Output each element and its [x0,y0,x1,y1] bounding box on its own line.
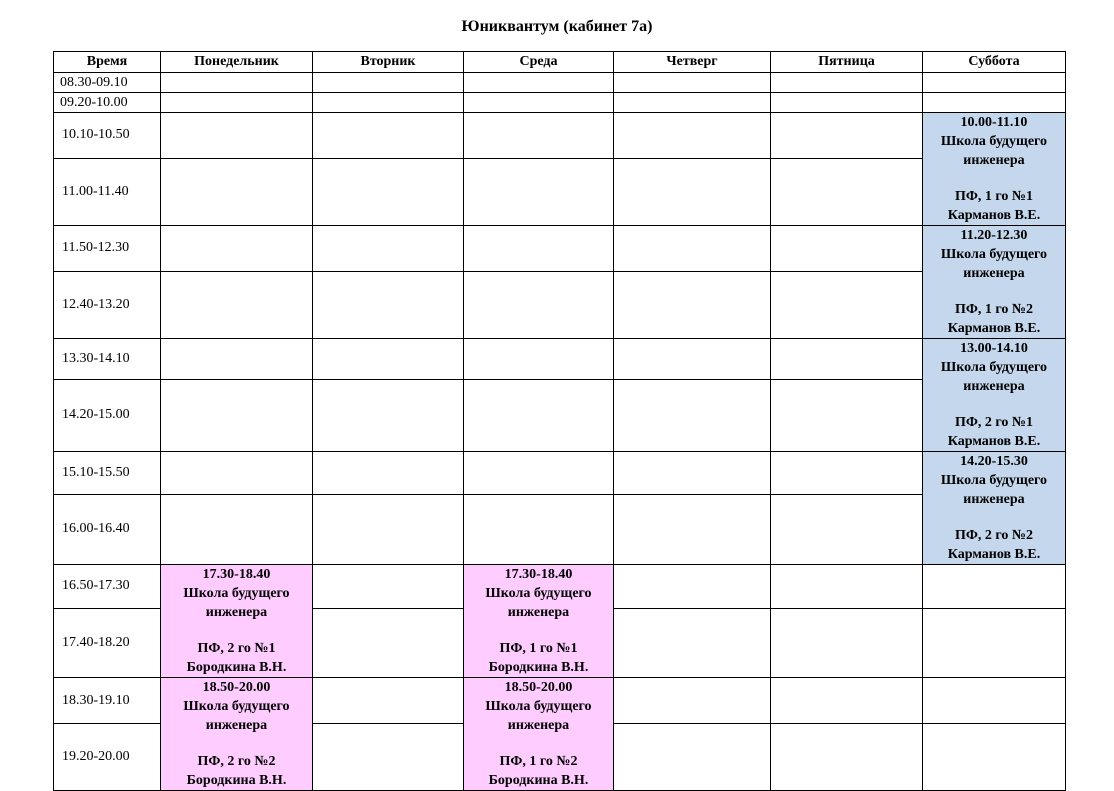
empty-cell [771,608,923,677]
header-thursday: Четверг [614,52,771,73]
table-row [54,452,1066,495]
lesson-group: ПФ, 1 го №2 [955,302,1033,317]
lesson-saturday-1 [923,113,1066,226]
header-row [54,52,1066,73]
time-cell: 11.00-11.40 [54,158,161,225]
lesson-time: 10.00-11.10 [960,115,1028,130]
table-row [54,73,1066,93]
lesson-teacher: Карманов В.Е. [947,321,1041,336]
lesson-teacher: Карманов В.Е. [947,208,1041,223]
lesson-time: 11.20-12.30 [960,228,1028,243]
table-row [54,339,1066,380]
empty-cell [923,724,1066,791]
lesson-subject: Школа будущего [940,473,1048,488]
header-saturday: Суббота [923,52,1066,73]
lesson-saturday-4 [923,452,1066,565]
table-row [54,565,1066,609]
lesson-subject: инженера [205,605,268,620]
empty-cell [464,226,614,272]
empty-cell [923,608,1066,677]
empty-cell [771,678,923,724]
empty-cell [614,339,771,380]
lesson-subject: инженера [205,718,268,733]
empty-cell [771,339,923,380]
time-cell: 14.20-15.00 [54,379,161,451]
header-monday: Понедельник [161,52,313,73]
empty-cell [313,226,464,272]
lesson-group: ПФ, 2 го №2 [955,528,1033,543]
empty-cell [464,271,614,338]
empty-cell [614,608,771,677]
lesson-teacher: Карманов В.Е. [947,547,1041,562]
empty-cell [313,93,464,113]
lesson-saturday-3 [923,339,1066,452]
empty-cell [771,494,923,564]
empty-cell [771,379,923,451]
time-cell: 10.10-10.50 [54,113,161,159]
empty-cell [923,73,1066,93]
time-cell: 11.50-12.30 [54,226,161,272]
lesson-subject: инженера [507,718,570,733]
empty-cell [313,494,464,564]
time-cell: 08.30-09.10 [54,73,161,93]
time-cell: 12.40-13.20 [54,271,161,338]
empty-cell [771,724,923,791]
empty-cell [923,565,1066,609]
time-cell: 16.50-17.30 [54,565,161,609]
empty-cell [614,565,771,609]
empty-cell [464,93,614,113]
table-row [54,113,1066,159]
table-row [54,271,1066,338]
empty-cell [464,379,614,451]
empty-cell [614,158,771,225]
empty-cell [771,565,923,609]
lesson-group: ПФ, 2 го №1 [197,641,276,656]
empty-cell [313,724,464,791]
lesson-subject: Школа будущего [485,586,592,601]
empty-cell [464,113,614,159]
empty-cell [771,271,923,338]
lesson-subject: Школа будущего [940,247,1048,262]
lesson-saturday-2 [923,226,1066,339]
empty-cell [313,73,464,93]
empty-cell [771,113,923,159]
empty-cell [161,73,313,93]
empty-cell [614,93,771,113]
table-row [54,494,1066,564]
table-row [54,379,1066,451]
empty-cell [614,678,771,724]
header-wednesday: Среда [464,52,614,73]
lesson-teacher: Карманов В.Е. [947,434,1041,449]
time-cell: 16.00-16.40 [54,494,161,564]
empty-cell [771,93,923,113]
empty-cell [313,452,464,495]
lesson-monday-1 [161,565,313,678]
lesson-subject: Школа будущего [940,134,1048,149]
lesson-group: ПФ, 1 го №2 [499,754,578,769]
empty-cell [614,226,771,272]
time-cell: 18.30-19.10 [54,678,161,724]
lesson-group: ПФ, 2 го №1 [955,415,1033,430]
empty-cell [771,226,923,272]
lesson-subject: Школа будущего [183,586,290,601]
lesson-group: ПФ, 2 го №2 [197,754,276,769]
lesson-subject: инженера [963,492,1025,507]
empty-cell [614,494,771,564]
header-time: Время [54,52,161,73]
schedule-table [53,51,1066,791]
lesson-subject: инженера [507,605,570,620]
empty-cell [464,494,614,564]
lesson-teacher: Бородкина В.Н. [186,660,287,675]
header-tuesday: Вторник [313,52,464,73]
empty-cell [614,724,771,791]
empty-cell [771,158,923,225]
empty-cell [771,452,923,495]
time-cell: 19.20-20.00 [54,724,161,791]
empty-cell [464,339,614,380]
empty-cell [161,379,313,451]
lesson-time: 17.30-18.40 [202,567,271,582]
lesson-subject: Школа будущего [485,699,592,714]
empty-cell [923,93,1066,113]
time-cell: 17.40-18.20 [54,608,161,677]
table-row [54,226,1066,272]
lesson-teacher: Бородкина В.Н. [488,660,589,675]
header-friday: Пятница [771,52,923,73]
lesson-subject: инженера [963,266,1025,281]
lesson-group: ПФ, 1 го №1 [955,189,1033,204]
empty-cell [313,608,464,677]
lesson-subject: инженера [963,153,1025,168]
empty-cell [614,113,771,159]
empty-cell [614,271,771,338]
empty-cell [161,113,313,159]
empty-cell [313,565,464,609]
empty-cell [313,271,464,338]
lesson-teacher: Бородкина В.Н. [488,773,589,788]
time-cell: 09.20-10.00 [54,93,161,113]
empty-cell [313,678,464,724]
empty-cell [614,379,771,451]
lesson-time: 14.20-15.30 [960,454,1028,469]
table-row [54,93,1066,113]
time-cell: 13.30-14.10 [54,339,161,380]
lesson-wednesday-2 [464,678,614,791]
empty-cell [161,158,313,225]
empty-cell [161,93,313,113]
lesson-time: 18.50-20.00 [504,680,573,695]
lesson-time: 13.00-14.10 [960,341,1028,356]
empty-cell [161,452,313,495]
empty-cell [614,452,771,495]
empty-cell [161,494,313,564]
lesson-group: ПФ, 1 го №1 [499,641,578,656]
lesson-teacher: Бородкина В.Н. [186,773,287,788]
time-cell: 15.10-15.50 [54,452,161,495]
table-row [54,678,1066,724]
lesson-wednesday-1 [464,565,614,678]
page-title: Юниквантум (кабинет 7а) [461,18,653,35]
empty-cell [464,73,614,93]
lesson-subject: Школа будущего [183,699,290,714]
lesson-time: 17.30-18.40 [504,567,573,582]
empty-cell [614,73,771,93]
empty-cell [313,113,464,159]
lesson-monday-2 [161,678,313,791]
empty-cell [161,271,313,338]
table-row [54,158,1066,225]
lesson-subject: Школа будущего [940,360,1048,375]
empty-cell [161,339,313,380]
lesson-subject: инженера [963,379,1025,394]
empty-cell [464,452,614,495]
empty-cell [313,379,464,451]
empty-cell [923,678,1066,724]
lesson-time: 18.50-20.00 [202,680,271,695]
empty-cell [464,158,614,225]
empty-cell [771,73,923,93]
empty-cell [313,339,464,380]
empty-cell [313,158,464,225]
empty-cell [161,226,313,272]
